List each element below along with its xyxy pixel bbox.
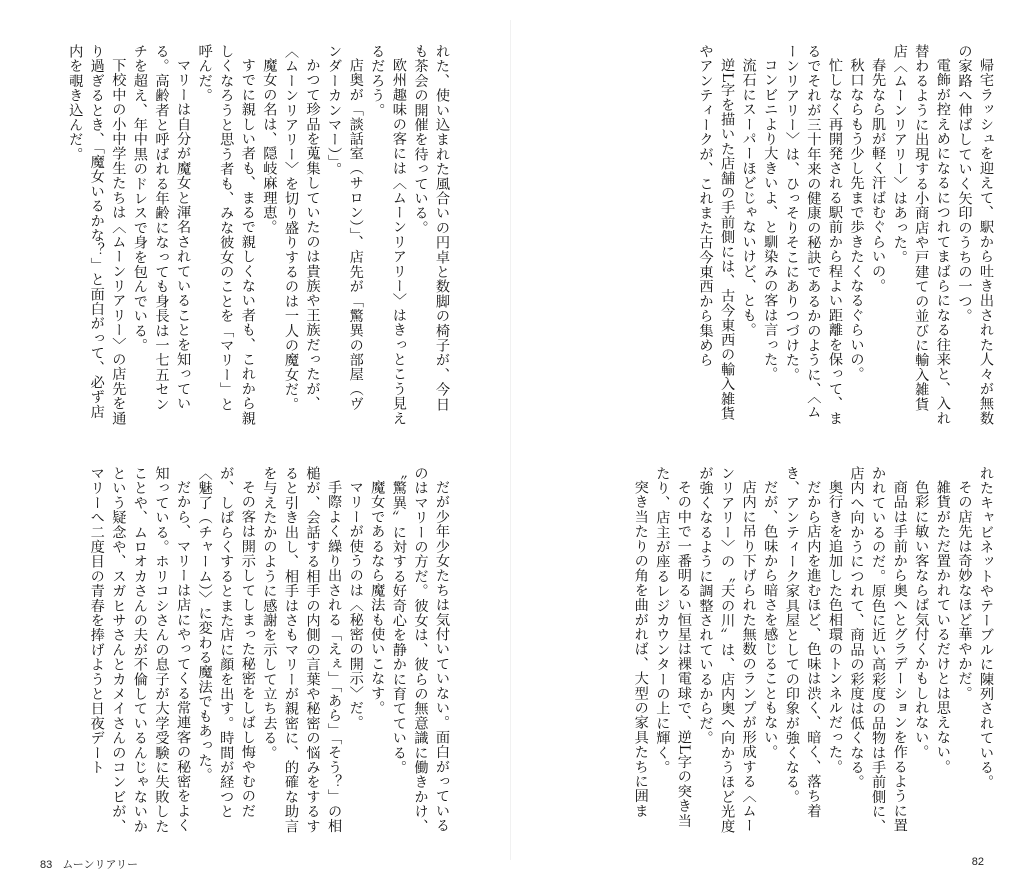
paragraph: 雑貨がただ置かれているだけとは思えない。: [934, 480, 951, 775]
paragraph: 帰宅ラッシュを迎えて、駅から吐き出された人々が無数の家路へ伸ばしていく矢印のうちの一つ。: [956, 44, 994, 426]
right-page-footer: [972, 856, 984, 868]
paragraph: 突き当たりの角を曲がれば、大型の家具たちに囲ま: [632, 480, 649, 819]
paragraph: 秋口ならもう少し先まで歩きたくなるぐらいの。: [848, 58, 865, 382]
right-bottom-text-block: [578, 466, 996, 836]
paragraph: その中で一番明るい恒星は裸電球で、逆L字の突き当たり、店主が座るレジカウンターの上に輝く。: [654, 466, 692, 829]
paragraph: だが少年少女たちは気付いていない。面白がっているのはマリーの方だ。彼女は、彼らの無意識に働きかけ、〝驚異〟に対する好奇心を静かに育てている。: [390, 466, 450, 834]
paragraph: 欧州趣味の客には〈ムーンリアリー〉はきっとこう見えるだろう。: [369, 44, 407, 426]
paragraph: 電飾が控えめになるにつれてまばらになる往来と、入れ替わるように出現する小商店や戸建ての並びに輸入雑貨店〈ムーンリアリー〉はあった。: [891, 44, 951, 426]
paragraph: その店先は奇妙なほど華やかだ。: [956, 480, 973, 701]
left-top-text-block: [34, 44, 452, 426]
paragraph: 逆L字を描いた店舗の手前側には、古今東西の輸入雑貨やアンティークが、これまた古今東西から集めら: [697, 44, 736, 421]
paragraph: 忙しなく再開発される駅前から程よい距離を保って、まるでそれが三十年来の健康の秘訣であるかのように、〈ムーンリアリー〉は、ひっそりそこにありつづけた。: [783, 44, 843, 426]
paragraph: 色彩に敏い客ならば気付くかもしれない。: [913, 480, 930, 760]
paragraph: 春先なら肌が軽く汗ばむぐらいの。: [870, 58, 887, 294]
paragraph: マリーが使うのは〈秘密の開示〉だ。: [347, 480, 364, 731]
page-number: 83: [40, 859, 53, 871]
paragraph: 商品は手前から奥へとグラデーションを作るように置かれているのだ。原色に近い高彩度の品物は手前側に、店内へ向かうにつれて、商品の彩度は低くなる。: [848, 466, 908, 834]
page-number: 82: [971, 856, 984, 868]
paragraph: 流石にスーパーほどじゃないけど、とも。: [740, 58, 757, 338]
paragraph: 魔女であるなら魔法も使いこなす。: [369, 480, 386, 716]
paragraph: コンビニより大きいよ、と馴染みの客は言った。: [762, 58, 779, 382]
running-title: ムーンリアリー: [62, 859, 139, 871]
paragraph: 手際よく繰り出される「えぇ」「あら」「そう？」の相槌が、会話する相手の内側の言葉や秘密の悩みをするすると引き出し、相手はさもマリーが親密に、的確な助言を与えたかのように感謝を示して立ち去る。: [261, 466, 343, 834]
paragraph: だから店内を進むほど、色味は渋く、暗く、落ち着き、アンティーク家具屋としての印象が強くなる。: [783, 466, 822, 819]
paragraph: 魔女の名は、隠岐麻理恵。: [261, 58, 278, 235]
gutter-divider: [510, 20, 511, 860]
left-bottom-text-block: [34, 466, 452, 836]
right-top-text-block: [578, 44, 996, 426]
paragraph: すでに親しい者も、まるで親しくない者も、これから親しくなろうと思う者も、みな彼女のことを「マリー」と呼んだ。: [196, 44, 256, 426]
right-page: [512, 0, 1024, 889]
paragraph: れたキャビネットやテーブルに陳列されている。: [978, 466, 994, 790]
paragraph: その客は開示してしまった秘密をしばし悔やむのだが、しばらくするとまた店に顔を出す。時間が経つと〈魅了（チャーム）〉に変わる魔法でもあった。: [196, 466, 256, 819]
paragraph: かつて珍品を蒐集していたのは貴族や王族だったが、〈ムーンリアリー〉を切り盛りするのは一人の魔女だ。: [282, 44, 321, 412]
paragraph: 店奥が「談話室（サロン）」、店先が「驚異の部屋（ヴンダーカンマー）」。: [326, 44, 364, 412]
paragraph: だが、色味から暗さを感じることもない。: [762, 480, 779, 760]
paragraph: 奥行きを追加した色相環のトンネルだった。: [826, 480, 843, 775]
paragraph: れた、使い込まれた風合いの円卓と数脚の椅子が、今日も茶会の開催を待っている。: [412, 44, 450, 412]
paragraph: マリーは自分が魔女と渾名されていることを知っている。高齢者と呼ばれる年齢になっても身長は一七五センチを超え、年中黒のドレスで身を包んでいる。: [131, 44, 192, 412]
paragraph: 店内に吊り下げられた無数のランプが形成する〈ムーンリアリー〉の〝天の川〟は、店内奥へ向かうほど光度が強くなるように調整されているからだ。: [697, 466, 757, 834]
paragraph: だから、マリーは店にやってくる常連客の秘密をよく知っている。ホリコシさんの息子が大学受験に失敗したことや、ムロオカさんの夫が不倫しているんじゃないかという疑念や、スガヒサさんとカメイさんのコンビが、マリーへ二度目の青春を捧げようと日夜デート: [88, 466, 192, 834]
left-page-footer: [40, 856, 138, 872]
paragraph: 下校中の小中学生たちは〈ムーンリアリー〉の店先を通り過ぎるとき、「魔女いるかな？」と面白がって、必ず店内を覗き込んだ。: [67, 44, 127, 426]
